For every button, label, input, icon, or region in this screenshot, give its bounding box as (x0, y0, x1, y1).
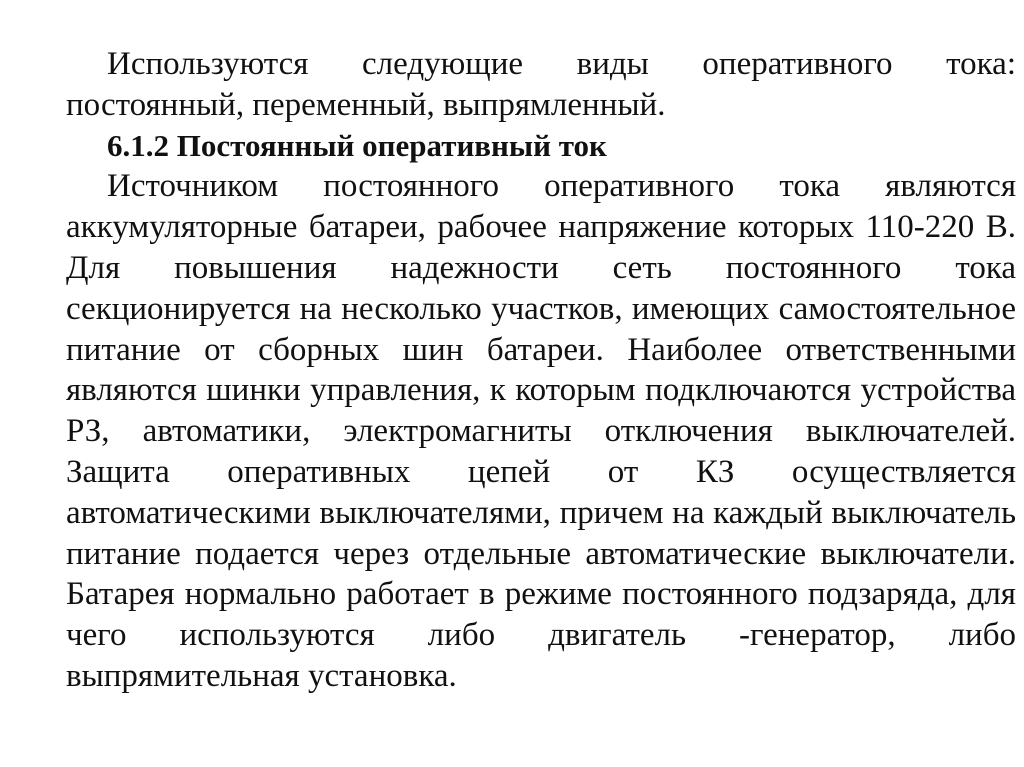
document-page (66, 44, 1016, 697)
body-paragraph: Источником постоянного оперативного тока являются аккумуляторные батареи, рабочее напряжение которых 110-220 В. Для повышения надежности сеть постоянного тока секционируется на несколько участков, имеющих самостоятельное питание от сборных шин батареи. Наиболее ответственными являются шинки управления, к которым подключаются устройства РЗ, автоматики, электромагниты отключения выключателей. Защита оперативных цепей от КЗ осуществляется автоматическими выключателями, причем на каждый выключатель питание подается через отдельные автоматические выключатели. Батарея нормально работает в режиме постоянного подзаряда, для чего используются либо двигатель -генератор, либо выпрямительная установка. (66, 168, 1016, 694)
section-heading: 6.1.2 Постоянный оперативный ток (107, 127, 607, 163)
intro-paragraph: Используются следующие виды оперативного тока: постоянный, переменный, выпрямленный. (66, 46, 1016, 123)
